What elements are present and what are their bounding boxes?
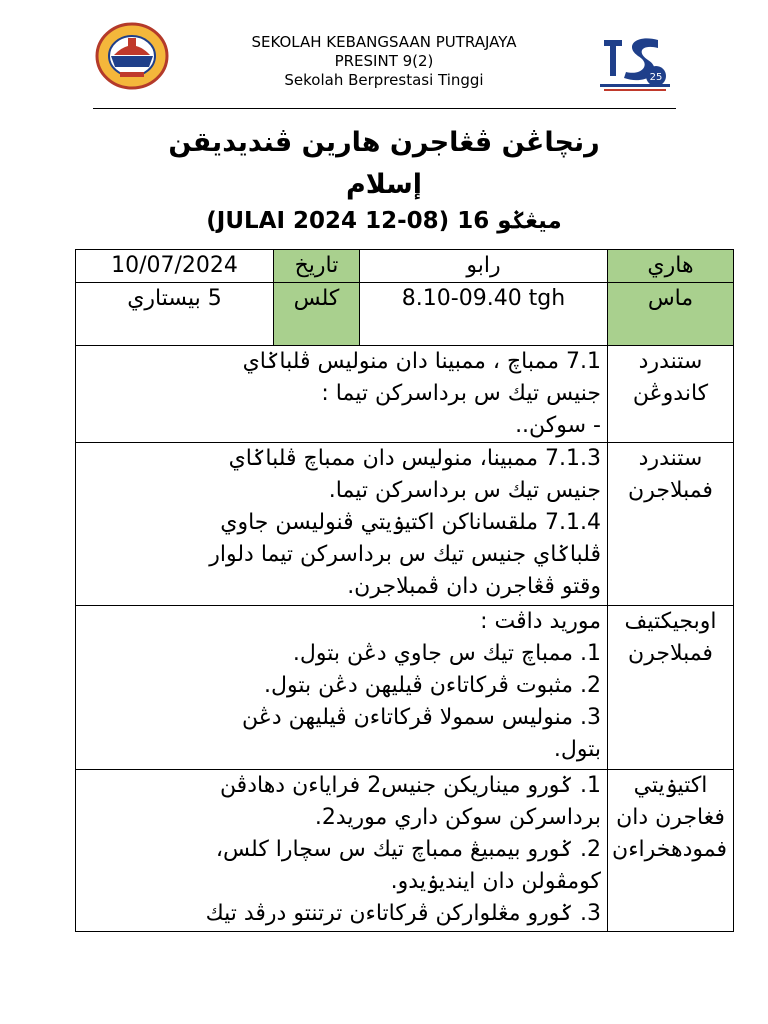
learning-standard-line: 7.1.4 ملقساناكن اكتيۏيتي ڤنوليسن جاوي xyxy=(220,510,601,535)
learning-standard-text xyxy=(76,443,608,606)
time-label: ماس xyxy=(608,283,734,346)
objective-line: موريد داڤت : xyxy=(480,609,601,634)
content-standard-text xyxy=(76,346,608,443)
table-row xyxy=(76,283,734,346)
objective-line: 2. مثبوت ڤركاتاءن ڤيليهن دڠن بتول. xyxy=(264,673,601,698)
learning-standard-line: جنيس تيك س برداسركن تيما. xyxy=(328,478,601,503)
school-motto: Sekolah Berprestasi Tinggi xyxy=(284,71,484,89)
table-row xyxy=(76,770,734,932)
objective-line: بتول. xyxy=(553,737,601,762)
content-standard-line: - سوكن.. xyxy=(515,413,601,438)
activity-line: كومڤولن دان اينديۏيدو. xyxy=(390,869,601,894)
learning-standard-label: ستندرد فمبلاجرن xyxy=(608,443,734,606)
learning-standard-line: وقتو ڤڠاجرن دان ڤمبلاجرن. xyxy=(347,574,601,599)
content-standard-line: 7.1 ممباچ ، ممبينا دان منوليس ڤلباݢاي xyxy=(242,349,601,374)
class-value: 5 بيستاري xyxy=(76,283,274,346)
activity-line: 1. ݢورو ميناريكن جنيس2 فراياءن دهادڤن xyxy=(219,773,601,798)
lesson-plan-table xyxy=(75,249,734,932)
content-standard-line: جنيس تيك س برداسركن تيما : xyxy=(321,381,601,406)
objective-line: 1. ممباچ تيك س جاوي دڠن بتول. xyxy=(292,641,601,666)
activity-line: برداسركن سوكن داري موريد2. xyxy=(314,805,601,830)
school-presint: PRESINT 9(2) xyxy=(334,52,434,70)
learning-standard-line: ڤلباݢاي جنيس تيك س برداسركن تيما دلوار xyxy=(209,542,601,567)
objective-line: 3. منوليس سمولا ڤركاتاءن ڤيليهن دڠن xyxy=(242,705,601,730)
date-value: 10/07/2024 xyxy=(76,250,274,283)
table-row xyxy=(76,346,734,443)
activity-line: 2. ݢورو بيمبيڠ ممباچ تيك س سچارا كلس، xyxy=(215,837,601,862)
svg-text:25: 25 xyxy=(649,72,663,83)
table-row xyxy=(76,250,734,283)
time-value: 8.10-09.40 tgh xyxy=(360,283,608,346)
school-name: SEKOLAH KEBANGSAAN PUTRAJAYA xyxy=(251,33,517,51)
table-row xyxy=(76,606,734,770)
activity-label: اكتيۏيتي فغاجرن دان فمودهخراءن xyxy=(608,770,734,932)
class-label: كلس xyxy=(274,283,360,346)
day-value: رابو xyxy=(360,250,608,283)
objective-label: اوبجيكتيف فمبلاجرن xyxy=(608,606,734,770)
day-label: هاري xyxy=(608,250,734,283)
lesson-plan-title xyxy=(0,122,768,206)
title-line-1: رنچاڠن ڤڠاجرن هارين ڤنديديقن xyxy=(168,127,600,158)
activity-text xyxy=(76,770,608,932)
table-row xyxy=(76,443,734,606)
week-heading: ميڠݢو 16 (08-12 JULAI 2024) xyxy=(206,208,562,234)
content-standard-label: ستندرد كاندوڠن xyxy=(608,346,734,443)
learning-standard-line: 7.1.3 ممبينا، منوليس دان ممباچ ڤلباݢاي xyxy=(228,446,601,471)
header-divider xyxy=(93,108,676,109)
ts25-logo xyxy=(598,32,672,94)
date-label: تاريخ xyxy=(274,250,360,283)
activity-line: 3. ݢورو مڠلواركن ڤركاتاءن ترتنتو درڤد تيك xyxy=(205,901,601,926)
title-line-2: إسلام xyxy=(345,169,423,200)
objective-text xyxy=(76,606,608,770)
